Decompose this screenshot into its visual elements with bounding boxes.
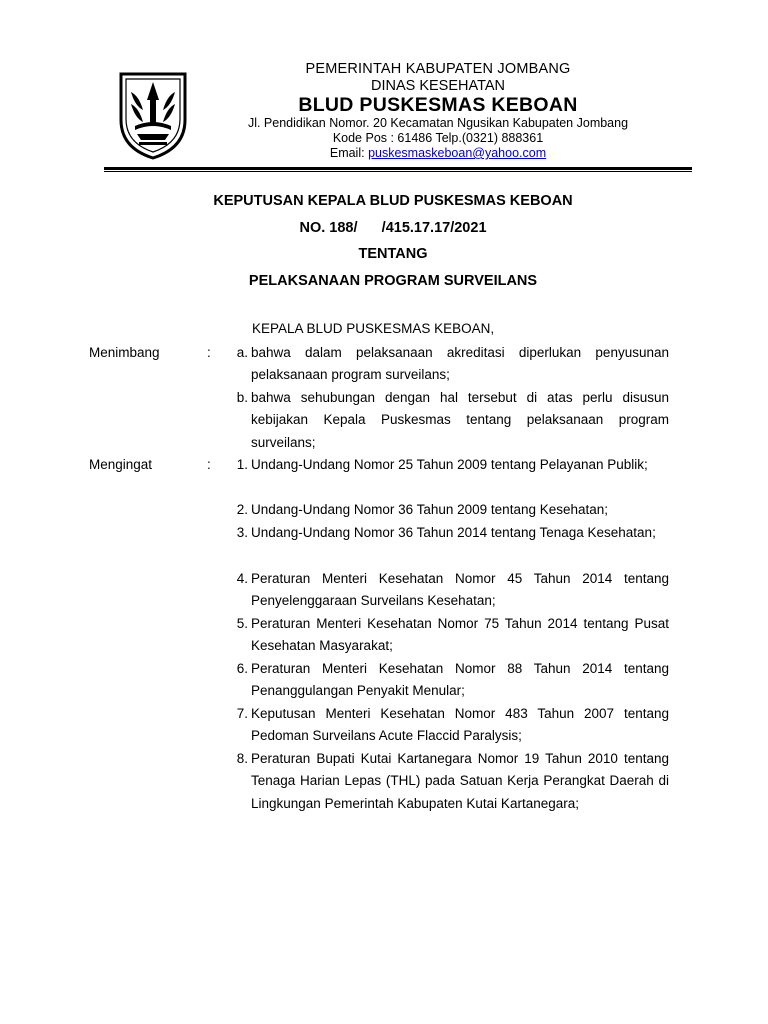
mengingat-marker: 5. — [236, 616, 248, 631]
decree-number: NO. 188/ /415.17.17/2021 — [299, 220, 487, 236]
mengingat-item: Peraturan Menteri Kesehatan Nomor 88 Tahun 2014 tentang Penanggulangan Penyakit Menular; — [251, 661, 669, 699]
mengingat-item: Undang-Undang Nomor 36 Tahun 2009 tentang Kesehatan; — [251, 502, 609, 517]
mengingat-item: Peraturan Menteri Kesehatan Nomor 45 Tahun 2014 tentang Penyelenggaraan Surveilans Kesehatan; — [251, 571, 669, 609]
letterhead-address: Jl. Pendidikan Nomor. 20 Kecamatan Ngusikan Kabupaten Jombang — [247, 116, 629, 130]
mengingat-marker: 3. — [236, 525, 248, 540]
letterhead-rule-thin — [104, 171, 692, 172]
decree-about: TENTANG — [358, 246, 428, 262]
menimbang-item: bahwa sehubungan dengan hal tersebut di atas perlu disusun kebijakan Kepala Puskesmas tentang pelaksanaan program surveilans; — [251, 390, 669, 450]
mengingat-item: Keputusan Menteri Kesehatan Nomor 483 Tahun 2007 tentang Pedoman Surveilans Acute Flaccid Paralysis; — [251, 706, 669, 744]
mengingat-marker: 7. — [236, 706, 248, 721]
jombang-regency-crest-icon — [117, 70, 189, 160]
mengingat-marker: 6. — [236, 661, 248, 676]
mengingat-item: Undang-Undang Nomor 25 Tahun 2009 tentang Pelayanan Publik; — [251, 457, 648, 472]
letterhead-government: PEMERINTAH KABUPATEN JOMBANG — [305, 61, 571, 77]
mengingat-marker: 8. — [236, 751, 248, 766]
letterhead-department: DINAS KESEHATAN — [370, 78, 506, 94]
mengingat-item: Peraturan Menteri Kesehatan Nomor 75 Tahun 2014 tentang Pusat Kesehatan Masyarakat; — [251, 616, 669, 654]
menimbang-marker: a. — [236, 345, 248, 360]
mengingat-label: Mengingat — [89, 457, 153, 472]
decree-subject: PELAKSANAAN PROGRAM SURVEILANS — [248, 273, 538, 289]
mengingat-marker: 2. — [236, 502, 248, 517]
mengingat-marker: 4. — [236, 571, 248, 586]
decree-title: KEPUTUSAN KEPALA BLUD PUSKESMAS KEBOAN — [213, 193, 573, 209]
mengingat-colon: : — [207, 457, 211, 472]
letterhead-postcode-phone: Kode Pos : 61486 Telp.(0321) 888361 — [332, 131, 544, 145]
menimbang-colon: : — [207, 345, 211, 360]
mengingat-marker: 1. — [236, 457, 248, 472]
letterhead-rule-thick — [104, 167, 692, 170]
email-label: Email: — [329, 146, 369, 160]
menimbang-marker: b. — [236, 390, 248, 405]
decree-authority: KEPALA BLUD PUSKESMAS KEBOAN, — [252, 321, 495, 336]
menimbang-item: bahwa dalam pelaksanaan akreditasi diperlukan penyusunan pelaksanaan program surveilans; — [251, 345, 669, 383]
email-link[interactable]: puskesmaskeboan@yahoo.com — [368, 146, 547, 160]
letterhead-email — [218, 146, 658, 160]
mengingat-item: Undang-Undang Nomor 36 Tahun 2014 tentang Tenaga Kesehatan; — [251, 525, 656, 540]
letterhead-institution: BLUD PUSKESMAS KEBOAN — [298, 94, 578, 116]
menimbang-label: Menimbang — [89, 345, 160, 360]
mengingat-item: Peraturan Bupati Kutai Kartanegara Nomor 19 Tahun 2010 tentang Tenaga Harian Lepas (THL) pada Satuan Kerja Perangkat Daerah di Lingkungan Pemerintah Kabupaten Kutai Kartanegara; — [251, 751, 669, 811]
